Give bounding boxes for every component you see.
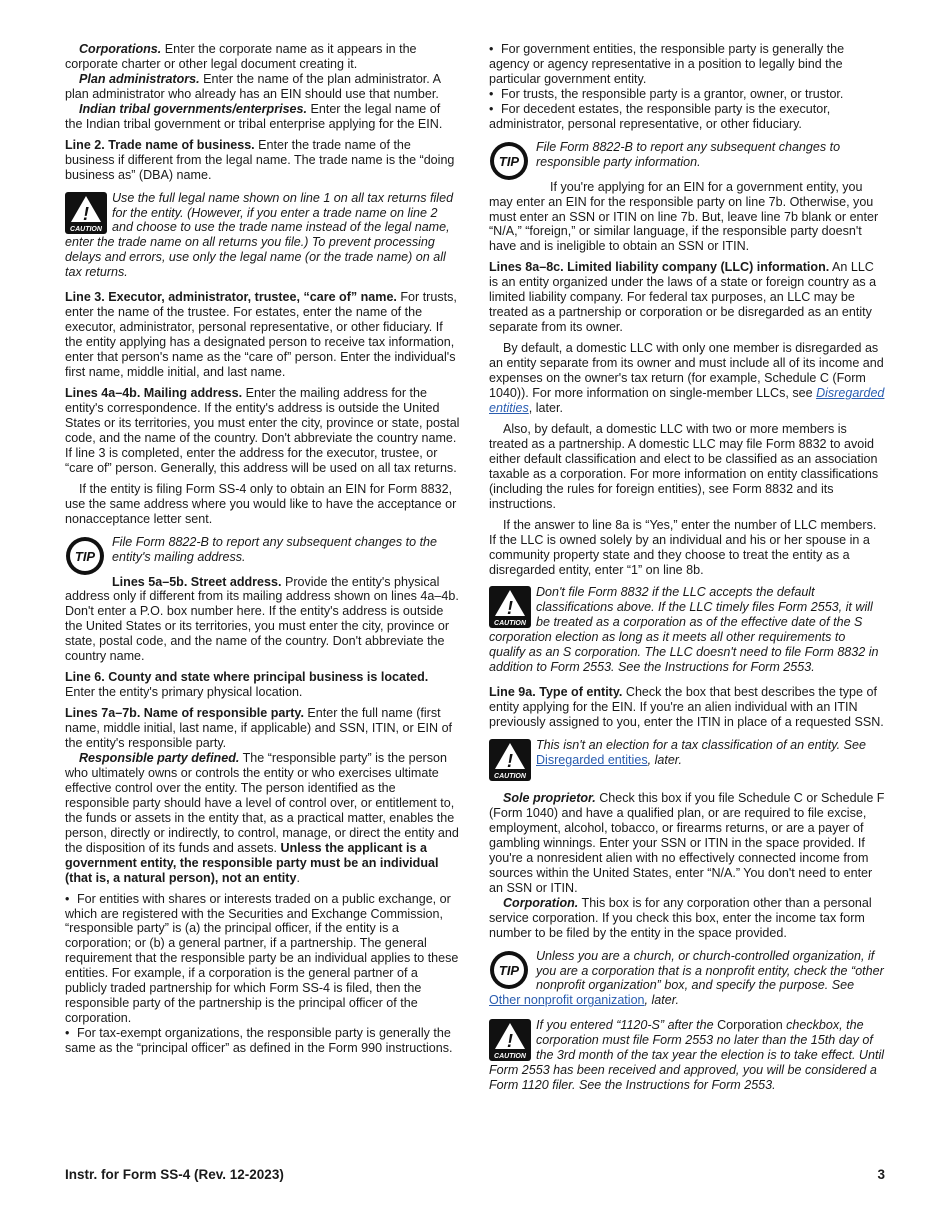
list-item: • For government entities, the responsible party is generally the agency or agency representative in a position to legally bind the particular government entity.: [489, 42, 845, 86]
page-footer: [65, 1167, 885, 1182]
tip-icon: [489, 950, 529, 990]
caution-note: ! CAUTION If you entered “1120-S” after the Corporation checkbox, the corporation must file Form 2553 no later than the 15th day of the 3rd month of the tax year the election is to take effect. Until Form 2553 has been received and approved, you will be considered a Form 1120 filer. See the Instructions for Form 2553.: [489, 1018, 885, 1093]
svg-text:CAUTION: CAUTION: [494, 620, 526, 628]
svg-text:!: !: [507, 598, 513, 619]
svg-text:TIP: TIP: [498, 153, 520, 169]
caution-icon: [489, 739, 531, 781]
tip-note: TIP File Form 8822-B to report any subsequent changes to the entity's mailing address.: [65, 535, 461, 565]
svg-text:!: !: [507, 1031, 513, 1052]
line3-paragraph: Line 3. Executor, administrator, trustee, “care of” name. For trusts, enter the name of the trustee. For estates, enter the name of the executor, administrator, personal representative, or other fiduciary. If the entity applying has a designated person to receive tax information, enter that person's name as the “care of” person. Enter the individual's first name, middle initial, and last name.: [65, 290, 457, 380]
sole-proprietor-paragraph: Sole proprietor. Check this box if you file Schedule C or Schedule F (Form 1040) and have a qualified plan, or are required to file excise, employment, alcohol, tobacco, or firearms returns, or are a payer of gambling winnings. Enter your SSN or ITIN in the space provided. If you're a nonresident alien with no effectively connected income from sources within the United States, enter “N/A.” You don't need to enter an SSN or ITIN.: [489, 791, 885, 895]
svg-text:TIP: TIP: [498, 962, 520, 978]
tip-icon: [65, 536, 105, 576]
corporations-paragraph: Corporations. Enter the corporate name as it appears in the corporate charter or other legal document creating it.: [65, 42, 417, 71]
list-item: • For trusts, the responsible party is a grantor, owner, or trustor.: [489, 86, 844, 101]
right-column: [489, 42, 885, 1103]
disregarded-entities-link[interactable]: Disregarded entities: [536, 752, 648, 767]
svg-text:CAUTION: CAUTION: [494, 1053, 526, 1061]
line6-paragraph: Line 6. County and state where principal business is located. Enter the entity's primary physical location.: [65, 670, 429, 700]
svg-text:!: !: [507, 751, 513, 772]
responsible-party-paragraph: Responsible party defined. The “responsible party” is the person who ultimately owns or controls the entity or who exercises ultimate effective control over the entity. The person identified as the responsible party should have a level of control over, or entitlement to, the funds or assets in the entity that, as a practical matter, enables the person, directly or indirectly, to control, manage, or direct the entity and the disposition of its funds and assets. Unless the applicant is a government entity, the responsible party must be an individual (that is, a natural person), not an entity.: [65, 750, 459, 885]
left-column: [65, 42, 461, 1056]
caution-icon: [489, 586, 531, 628]
caution-icon: [489, 1019, 531, 1061]
line2-paragraph: Line 2. Trade name of business. Enter the trade name of the business if different from the legal name. The trade name is the “doing business as” (DBA) name.: [65, 137, 455, 182]
list-item: • For tax-exempt organizations, the responsible party is generally the same as the “principal officer” as defined in the Form 990 instructions.: [65, 1026, 453, 1056]
plan-admin-paragraph: Plan administrators. Enter the name of the plan administrator. A plan administrator who already has an EIN should use that number.: [65, 71, 441, 101]
llc-members-paragraph: If the answer to line 8a is “Yes,” enter the number of LLC members. If the LLC is owned solely by an individual and his or her spouse in a community property state and they choose to treat the entity as a disregarded entity, enter “1” on line 8b.: [489, 517, 877, 577]
svg-text:TIP: TIP: [74, 548, 96, 564]
svg-text:CAUTION: CAUTION: [494, 773, 526, 781]
svg-text:CAUTION: CAUTION: [70, 225, 102, 233]
line8-paragraph: Lines 8a–8c. Limited liability company (LLC) information. An LLC is an entity organized under the laws of a state or foreign country as a limited liability company. For federal tax purposes, an LLC may be treated as a partnership or corporation or be disregarded as an entity separate from its owner.: [489, 260, 877, 335]
line4-form8832-paragraph: If the entity is filing Form SS-4 only to obtain an EIN for Form 8832, use the same address where you would like to have the acceptance or nonacceptance letter sent.: [65, 481, 457, 526]
llc-default-multi-paragraph: Also, by default, a domestic LLC with two or more members is treated as a partnership. A domestic LLC may file Form 8832 to avoid either default classification and elect to be classified as an association taxable as a corporation. For more information on entity classifications (including the rules for foreign entities), see Form 8832 and its instructions.: [489, 421, 879, 511]
corporation-paragraph: Corporation. This box is for any corporation other than a personal service corporation. If you check this box, enter the income tax form number to be filed by the entity in the space provided.: [489, 895, 872, 940]
tribal-paragraph: Indian tribal governments/enterprises. Enter the legal name of the Indian tribal government or tribal enterprise applying for the EIN.: [65, 101, 443, 131]
line5-paragraph: Lines 5a–5b. Street address. Provide the entity's physical address only if different from its mailing address shown on lines 4a–4b. Don't enter a P.O. box number here. If the entity's address is outside the United States or its territories, you must enter the city, province or state, postal code, and the name of the country. Don't abbreviate the country name.: [65, 574, 459, 664]
caution-icon: [65, 192, 107, 234]
tip-icon: [489, 141, 529, 181]
llc-default-single-paragraph: By default, a domestic LLC with only one member is disregarded as an entity separate from its owner and must include all of its income and expenses on the owner's tax return (for example, Schedule C (Form 1040)). For more information on single-member LLCs, see Disregarded entities, later.: [489, 341, 885, 415]
line9a-paragraph: Line 9a. Type of entity. Check the box that best describes the type of entity applying for the EIN. If you're an alien individual with an ITIN previously assigned to you, enter the ITIN in place of a requested SSN.: [489, 685, 884, 730]
tip-note: TIP File Form 8822-B to report any subsequent changes to responsible party information.: [489, 140, 885, 170]
page-number: 3: [877, 1167, 885, 1182]
svg-text:!: !: [83, 203, 89, 224]
disregarded-entities-link[interactable]: Disregarded entities: [489, 386, 885, 415]
line7-paragraph: Lines 7a–7b. Name of responsible party. Enter the full name (first name, middle initial, last name, if applicable) and SSN, ITIN, or EIN of the entity's responsible party.: [65, 706, 453, 751]
tip-note: TIP Unless you are a church, or church-controlled organization, if you are a corporation that is a nonprofit entity, check the “other nonprofit organization” box, and specify the purpose. See Other nonprofit organization, later.: [489, 948, 884, 1008]
footer-title: Instr. for Form SS-4 (Rev. 12-2023): [65, 1167, 284, 1182]
line4-paragraph: Lines 4a–4b. Mailing address. Enter the mailing address for the entity's correspondence. If the entity's address is outside the United States or its territories, you must enter the city, province or state, postal code, and the name of the country. Don't abbreviate the country name. If line 3 is completed, enter the address for the executor, trustee, or “care of” person. Generally, this address will be used on all tax returns.: [65, 386, 460, 475]
caution-note: ! CAUTION Use the full legal name shown on line 1 on all tax returns filed for the entity. (However, if you enter a trade name on line 2 and choose to use the trade name instead of the legal name, enter the trade name on all returns you file.) To prevent processing delays and errors, use only the legal name (or the trade name) on all tax returns.: [65, 190, 454, 280]
caution-note: ! CAUTION Don't file Form 8832 if the LLC accepts the default classifications above. If the LLC timely files Form 2553, it will be treated as a corporation as of the effective date of the S corporation election as long as it meets all other requirements to qualify as an S corporation. The LLC doesn't need to file Form 8832 in addition to Form 2553. See the Instructions for Form 2553.: [489, 585, 879, 675]
other-nonprofit-link[interactable]: Other nonprofit organization: [489, 993, 645, 1008]
list-item: • For decedent estates, the responsible party is the executor, administrator, personal representative, or other fiduciary.: [489, 101, 831, 131]
caution-note: ! CAUTION This isn't an election for a tax classification of an entity. See Disregarded entities, later.: [489, 738, 885, 781]
government-entity-paragraph: If you're applying for an EIN for a government entity, you may enter an EIN for the responsible party on line 7b. Otherwise, you must enter an SSN or ITIN on line 7b. But, leave line 7b blank or enter “N/A,” “foreign,” or similar language, if the responsible party doesn't have and is ineligible to obtain an SSN or ITIN.: [489, 179, 879, 254]
list-item: • For entities with shares or interests traded on a public exchange, or which are registered with the Securities and Exchange Commission, “responsible party” is (a) the principal officer, if the entity is a corporation; or (b) a general partner, if a partnership. The general requirement that the responsible party be an individual applies to these entities. For example, if a corporation is the general partner of a publicly traded partnership for which Form SS-4 is filed, then the responsible party of the partnership is the principal officer of the corporation.: [65, 891, 459, 1026]
